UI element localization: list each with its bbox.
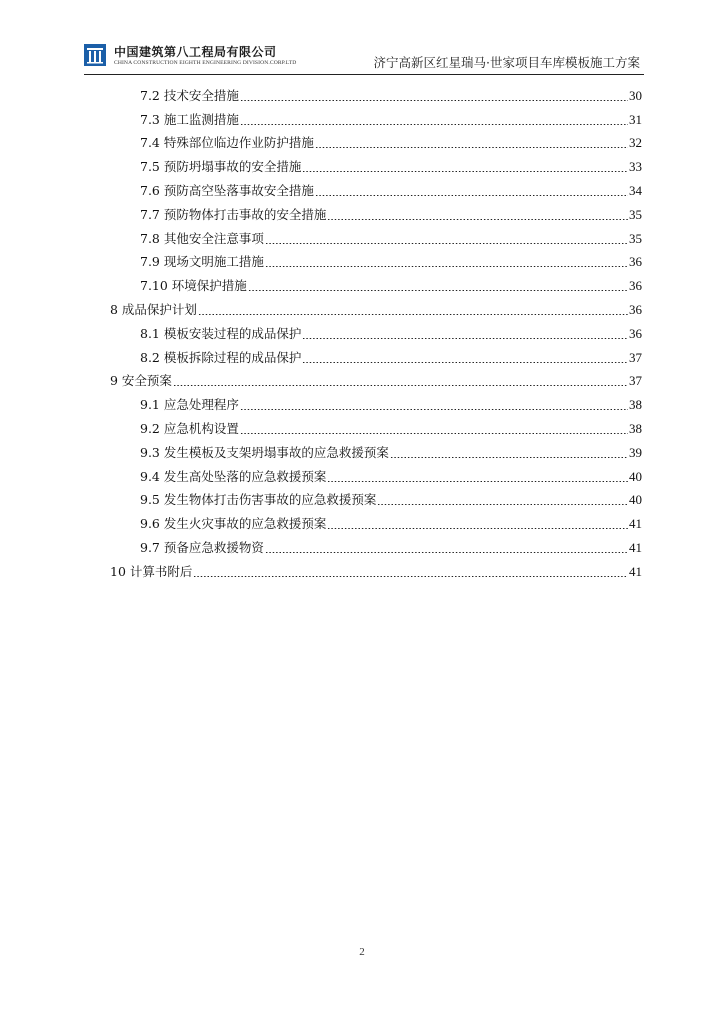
toc-dot-leader [377, 494, 628, 506]
toc-entry-page: 36 [629, 302, 642, 318]
toc-entry[interactable] [110, 298, 642, 322]
toc-entry[interactable] [110, 179, 642, 203]
toc-entry[interactable] [110, 393, 642, 417]
cscec-logo-icon [84, 44, 106, 66]
toc-entry[interactable] [110, 322, 642, 346]
toc-entry-label: 9.4 发生高处坠落的应急救援预案 [140, 468, 327, 484]
toc-dot-leader [302, 328, 628, 340]
toc-entry-label: 7.6 预防高空坠落事故安全措施 [140, 183, 314, 199]
toc-dot-leader [390, 447, 628, 459]
toc-entry[interactable] [110, 560, 642, 584]
toc-entry-page: 41 [629, 563, 642, 579]
toc-entry-label: 7.4 特殊部位临边作业防护措施 [140, 135, 314, 151]
toc-entry-label: 9.5 发生物体打击伤害事故的应急救援预案 [140, 492, 377, 508]
toc-entry[interactable] [110, 251, 642, 275]
toc-entry-label: 9.1 应急处理程序 [140, 397, 239, 413]
toc-entry-label: 9 安全预案 [110, 373, 172, 389]
toc-dot-leader [193, 566, 628, 578]
toc-entry[interactable] [110, 346, 642, 370]
toc-entry-page: 41 [629, 516, 642, 532]
toc-entry-label: 9.7 预备应急救援物资 [140, 540, 264, 556]
toc-entry-label: 8 成品保护计划 [110, 302, 197, 318]
toc-entry-label: 7.3 施工监测措施 [140, 111, 239, 127]
toc-entry-page: 32 [629, 135, 642, 151]
toc-dot-leader [327, 209, 628, 221]
toc-entry-page: 36 [629, 325, 642, 341]
toc-entry-label: 9.6 发生火灾事故的应急救援预案 [140, 516, 327, 532]
toc-entry[interactable] [110, 370, 642, 394]
toc-entry-page: 35 [629, 230, 642, 246]
toc-dot-leader [302, 161, 628, 173]
toc-dot-leader [248, 280, 628, 292]
header-divider [84, 74, 644, 75]
toc-dot-leader [315, 185, 628, 197]
toc-entry-page: 35 [629, 206, 642, 222]
toc-entry[interactable] [110, 132, 642, 156]
toc-entry-page: 39 [629, 444, 642, 460]
toc-entry[interactable] [110, 441, 642, 465]
toc-dot-leader [240, 423, 628, 435]
toc-entry[interactable] [110, 417, 642, 441]
toc-dot-leader [302, 352, 628, 364]
toc-dot-leader [265, 256, 628, 268]
toc-entry-page: 41 [629, 540, 642, 556]
toc-dot-leader [198, 304, 628, 316]
project-title: 济宁高新区红星瑞马·世家项目车库模板施工方案 [373, 55, 640, 70]
toc-entry-label: 10 计算书附后 [110, 563, 193, 579]
company-name-en: CHINA CONSTRUCTION EIGHTH ENGINEERING DIVISION.CORP.LTD [114, 60, 297, 66]
toc-entry-page: 34 [629, 183, 642, 199]
toc-entry[interactable] [110, 536, 642, 560]
toc-dot-leader [240, 399, 628, 411]
toc-entry[interactable] [110, 227, 642, 251]
toc-entry-label: 9.2 应急机构设置 [140, 421, 239, 437]
toc-entry[interactable] [110, 108, 642, 132]
toc-dot-leader [240, 114, 628, 126]
toc-entry-page: 33 [629, 159, 642, 175]
toc-entry-page: 30 [629, 87, 642, 103]
toc-entry-label: 9.3 发生模板及支架坍塌事故的应急救援预案 [140, 444, 389, 460]
toc-dot-leader [240, 90, 628, 102]
toc-entry-label: 8.2 模板拆除过程的成品保护 [140, 349, 302, 365]
toc-entry-label: 7.10 环境保护措施 [140, 278, 247, 294]
toc-entry[interactable] [110, 274, 642, 298]
toc-entry-label: 7.2 技术安全措施 [140, 87, 239, 103]
toc-entry[interactable] [110, 512, 642, 536]
toc-dot-leader [327, 518, 628, 530]
toc-entry[interactable] [110, 84, 642, 108]
toc-entry[interactable] [110, 465, 642, 489]
page-number: 2 [359, 946, 365, 958]
toc-entry[interactable] [110, 203, 642, 227]
toc-entry[interactable] [110, 489, 642, 513]
toc-entry-page: 40 [629, 468, 642, 484]
toc-entry[interactable] [110, 155, 642, 179]
toc-entry-page: 36 [629, 278, 642, 294]
toc-entry-label: 7.5 预防坍塌事故的安全措施 [140, 159, 302, 175]
toc-entry-page: 38 [629, 397, 642, 413]
toc-entry-page: 40 [629, 492, 642, 508]
toc-entry-label: 7.9 现场文明施工措施 [140, 254, 264, 270]
toc-dot-leader [265, 233, 628, 245]
toc-entry-page: 37 [629, 349, 642, 365]
toc-entry-page: 36 [629, 254, 642, 270]
toc-entry-label: 8.1 模板安装过程的成品保护 [140, 325, 302, 341]
table-of-contents [110, 84, 642, 584]
page-header [84, 38, 644, 72]
toc-entry-page: 37 [629, 373, 642, 389]
toc-dot-leader [265, 542, 628, 554]
toc-entry-page: 38 [629, 421, 642, 437]
toc-entry-label: 7.8 其他安全注意事项 [140, 230, 264, 246]
toc-entry-label: 7.7 预防物体打击事故的安全措施 [140, 206, 327, 222]
toc-dot-leader [327, 471, 628, 483]
toc-entry-page: 31 [629, 111, 642, 127]
toc-dot-leader [315, 137, 628, 149]
toc-dot-leader [173, 375, 628, 387]
company-name-cn: 中国建筑第八工程局有限公司 [114, 45, 277, 59]
